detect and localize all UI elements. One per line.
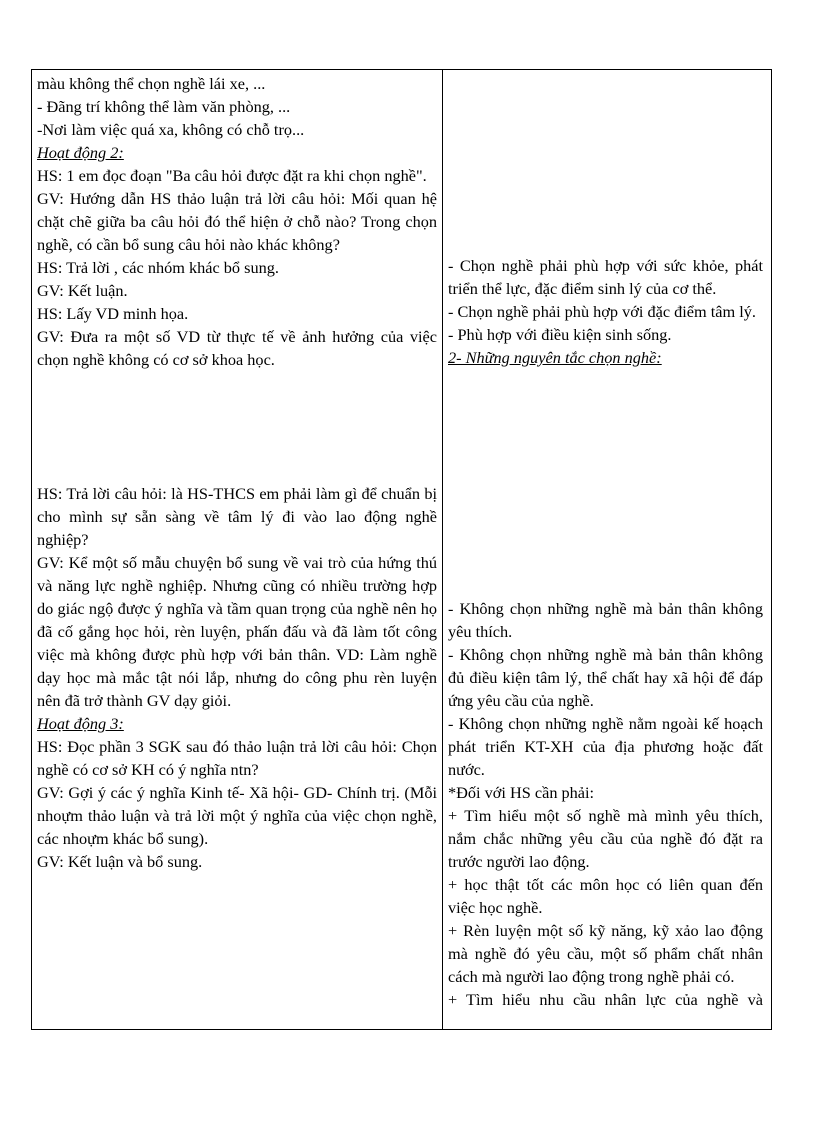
paragraph: + Tìm hiểu một số nghề mà mình yêu thích, nắm chắc những yêu cầu của nghề đó đặt ra trước người lao động.	[448, 806, 763, 871]
paragraph: + học thật tốt các môn học có liên quan đến việc học nghề.	[448, 875, 763, 917]
paragraph: HS: Trả lời câu hỏi: là HS-THCS em phải làm gì để chuẩn bị cho mình sự sẵn sàng về tâm lý đi vào lao động nghề nghiệp?	[37, 484, 437, 549]
text-line: -Nơi làm việc quá xa, không có chỗ trọ...	[37, 120, 305, 139]
paragraph: HS: Lấy VD minh họa.	[37, 304, 189, 323]
paragraph: + Rèn luyện một số kỹ năng, kỹ xảo lao động mà nghề đó yêu cầu, một số phẩm chất nhân cách mà người lao động trong nghề phải có.	[448, 921, 763, 986]
activity-heading: Hoạt động 2:	[37, 143, 124, 162]
paragraph: GV: Kết luận và bổ sung.	[37, 852, 203, 871]
paragraph: GV: Kể một số mẫu chuyện bổ sung về vai trò của hứng thú và năng lực nghề nghiệp. Nhưng cũng có nhiều trường hợp do giác ngộ được ý nghĩa và tầm quan trọng của nghề nên họ đã cố gắng học hỏi, rèn luyện, phấn đấu và đã làm tốt công việc mà không được phù hợp với bản thân. VD: Làm nghề dạy học mà mắc tật nói lắp, nhưng do công phu rèn luyện nên đã trở thành GV dạy giỏi.	[37, 553, 437, 710]
paragraph: *Đối với HS cần phải:	[448, 783, 595, 802]
paragraph: - Không chọn những nghề nằm ngoài kế hoạch phát triển KT-XH của địa phương hoặc đất nước.	[448, 714, 763, 779]
section-heading: 2- Những nguyên tắc chọn nghề:	[448, 348, 662, 367]
paragraph: - Chọn nghề phải phù hợp với đặc điểm tâm lý.	[448, 302, 756, 321]
paragraph: HS: 1 em đọc đoạn "Ba câu hỏi được đặt ra khi chọn nghề".	[37, 166, 427, 185]
paragraph: GV: Gợi ý các ý nghĩa Kinh tế- Xã hội- GD- Chính trị. (Mỗi nhoựm thảo luận và trả lời một ý nghĩa của việc chọn nghề, các nhoựm khác bổ sung).	[37, 783, 437, 848]
paragraph: - Phù hợp với điều kiện sinh sống.	[448, 325, 672, 344]
right-column-block-1	[448, 254, 763, 369]
paragraph: - Không chọn những nghề mà bản thân không đủ điều kiện tâm lý, thể chất hay xã hội để đáp ứng yêu cầu của nghề.	[448, 645, 763, 710]
left-column-block-1	[37, 72, 437, 371]
paragraph: GV: Kết luận.	[37, 281, 128, 300]
activity-heading: Hoạt động 3:	[37, 714, 124, 733]
paragraph: - Chọn nghề phải phù hợp với sức khỏe, phát triển thể lực, đặc điểm sinh lý của cơ thể.	[448, 256, 763, 298]
paragraph: HS: Trả lời , các nhóm khác bổ sung.	[37, 258, 279, 277]
paragraph: GV: Hướng dẫn HS thảo luận trả lời câu hỏi: Mối quan hệ chặt chẽ giữa ba câu hỏi đó thể hiện ở chỗ nào? Trong chọn nghề, có cần bổ sung câu hỏi nào khác không?	[37, 189, 437, 254]
paragraph: HS: Đọc phần 3 SGK sau đó thảo luận trả lời câu hỏi: Chọn nghề có cơ sở KH có ý nghĩa ntn?	[37, 737, 437, 779]
left-column-block-2	[37, 482, 437, 873]
text-line: - Đãng trí không thể làm văn phòng, ...	[37, 97, 291, 116]
column-divider	[442, 69, 443, 1030]
text-line: màu không thể chọn nghề lái xe, ...	[37, 74, 266, 93]
paragraph: - Không chọn những nghề mà bản thân không yêu thích.	[448, 599, 763, 641]
right-column-block-2	[448, 597, 763, 1011]
paragraph: + Tìm hiểu nhu cầu nhân lực của nghề và	[448, 990, 763, 1009]
paragraph: GV: Đưa ra một số VD từ thực tế về ảnh hưởng của việc chọn nghề không có cơ sở khoa học.	[37, 327, 437, 369]
